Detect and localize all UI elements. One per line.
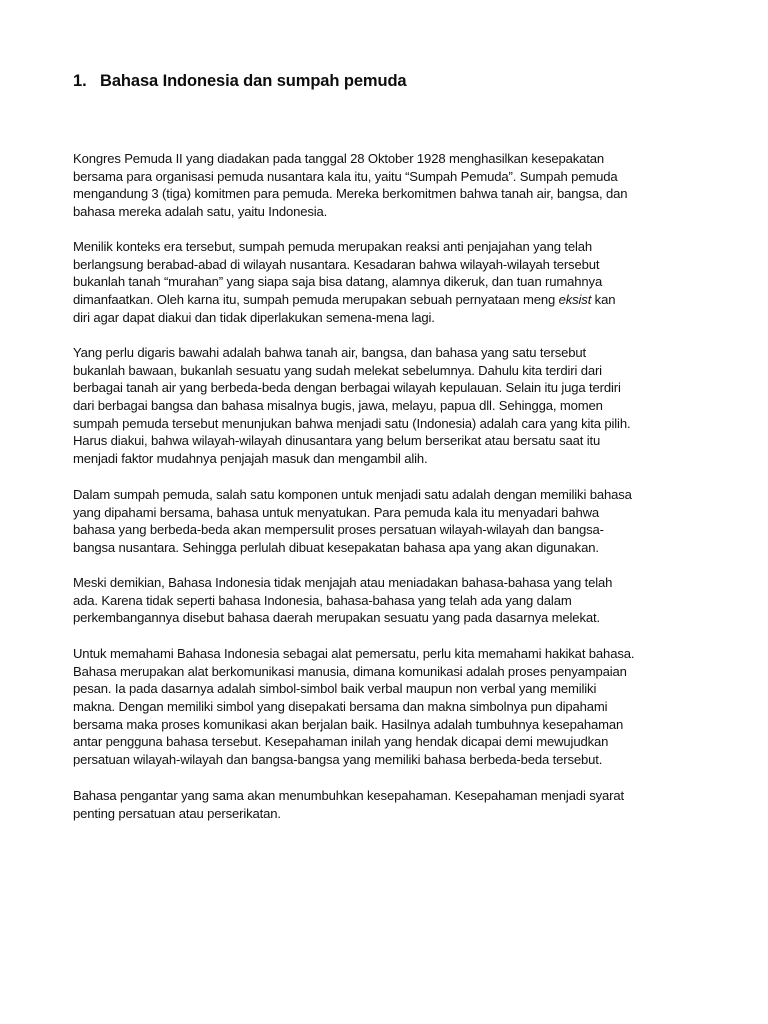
text-line: diri agar dapat diakui dan tidak diperlakukan semena-mena lagi. (73, 309, 435, 325)
text-line: Meski demikian, Bahasa Indonesia tidak menjajah atau meniadakan bahasa-bahasa yang telah (73, 575, 613, 590)
text-line: mengandung 3 (tiga) komitmen para pemuda. Mereka berkomitmen bahwa tanah air, bangsa, dan (73, 186, 628, 202)
text-line: Kongres Pemuda II yang diadakan pada tanggal 28 Oktober 1928 menghasilkan kesepakatan (73, 151, 605, 166)
text-line: Harus diakui, bahwa wilayah-wilayah dinusantara yang belum berserikat atau bersatu saat itu (73, 433, 601, 449)
text-line: ada. Karena tidak seperti bahasa Indonesia, bahasa-bahasa yang telah ada yang dalam (73, 592, 572, 608)
italic-word: eksist (558, 292, 592, 308)
text-line: menjadi faktor mudahnya penjajah masuk dan mengambil alih. (73, 451, 428, 467)
text-line: bersama para organisasi pemuda nusantara kala itu, yaitu “Sumpah Pemuda”. Sumpah pemuda (73, 168, 618, 184)
text-line: Bahasa pengantar yang sama akan menumbuhkan kesepahaman. Kesepahaman menjadi syarat (73, 788, 624, 803)
paragraph-2 (73, 238, 713, 326)
text-segment: dimanfaatkan. Oleh karna itu, sumpah pemuda merupakan sebuah pernyataan meng (73, 292, 559, 308)
text-line: makna. Dengan memiliki simbol yang disepakati bersama dan makna simbolnya pun dipahami (73, 699, 608, 715)
text-line: Yang perlu digaris bawahi adalah bahwa tanah air, bangsa, dan bahasa yang satu tersebut (73, 345, 587, 360)
paragraph-7 (73, 787, 713, 822)
heading-number: 1. (73, 72, 87, 90)
text-line: bukanlah tanah “murahan” yang siapa saja bisa datang, alamnya dikeruk, dan tuan rumahnya (73, 274, 603, 290)
text-line: berlangsung berabad-abad di wilayah nusantara. Kesadaran bahwa wilayah-wilayah tersebut (73, 256, 600, 272)
paragraph-3 (73, 344, 713, 468)
section-heading (73, 72, 407, 91)
text-line (73, 291, 713, 309)
heading-title: Bahasa Indonesia dan sumpah pemuda (100, 72, 407, 90)
text-line: antar pengguna bahasa tersebut. Kesepahaman inilah yang hendak dicapai demi mewujudkan (73, 734, 609, 750)
text-line: berbagai tanah air yang berbeda-beda dengan berbagai wilayah kepulauan. Selain itu juga terdiri (73, 380, 621, 396)
text-line: dari berbagai bangsa dan bahasa misalnya bugis, jawa, melayu, papua dll. Sehingga, momen (73, 398, 603, 414)
text-line: bahasa yang berbeda-beda akan mempersulit proses persatuan wilayah-wilayah dan bangsa- (73, 522, 604, 538)
text-line: bukanlah bawaan, bukanlah sesuatu yang sudah melekat sebelumnya. Dahulu kita terdiri dari (73, 362, 602, 378)
paragraph-6 (73, 645, 713, 769)
text-line: Menilik konteks era tersebut, sumpah pemuda merupakan reaksi anti penjajahan yang telah (73, 239, 593, 254)
text-line: bersama maka proses komunikasi akan berjalan baik. Hasilnya adalah tumbuhnya kesepahaman (73, 716, 624, 732)
text-line: Untuk memahami Bahasa Indonesia sebagai alat pemersatu, perlu kita memahami hakikat bahasa. (73, 646, 635, 661)
text-line: perkembangannya disebut bahasa daerah merupakan sesuatu yang pada dasarnya melekat. (73, 610, 600, 626)
paragraph-5 (73, 574, 713, 627)
text-line: pesan. Ia pada dasarnya adalah simbol-simbol baik verbal maupun non verbal yang memiliki (73, 681, 597, 697)
text-line: penting persatuan atau perserikatan. (73, 805, 281, 821)
text-segment: kan (591, 292, 616, 308)
text-line: bahasa mereka adalah satu, yaitu Indonesia. (73, 204, 328, 220)
text-line: persatuan wilayah-wilayah dan bangsa-bangsa yang memiliki bahasa berbeda-beda tersebut. (73, 752, 603, 768)
text-line: yang dipahami bersama, bahasa untuk menyatukan. Para pemuda kala itu menyadari bahwa (73, 504, 600, 520)
paragraph-1 (73, 150, 713, 221)
text-line: Dalam sumpah pemuda, salah satu komponen untuk menjadi satu adalah dengan memiliki bahasa (73, 487, 632, 502)
text-line: bangsa nusantara. Sehingga perlulah dibuat kesepakatan bahasa apa yang akan digunakan. (73, 540, 599, 556)
text-line: Bahasa merupakan alat berkomunikasi manusia, dimana komunikasi adalah proses penyampaian (73, 663, 627, 679)
text-line: sumpah pemuda tersebut menunjukan bahwa menjadi satu (Indonesia) adalah cara yang kita pilih. (73, 415, 631, 431)
paragraph-4 (73, 486, 713, 557)
